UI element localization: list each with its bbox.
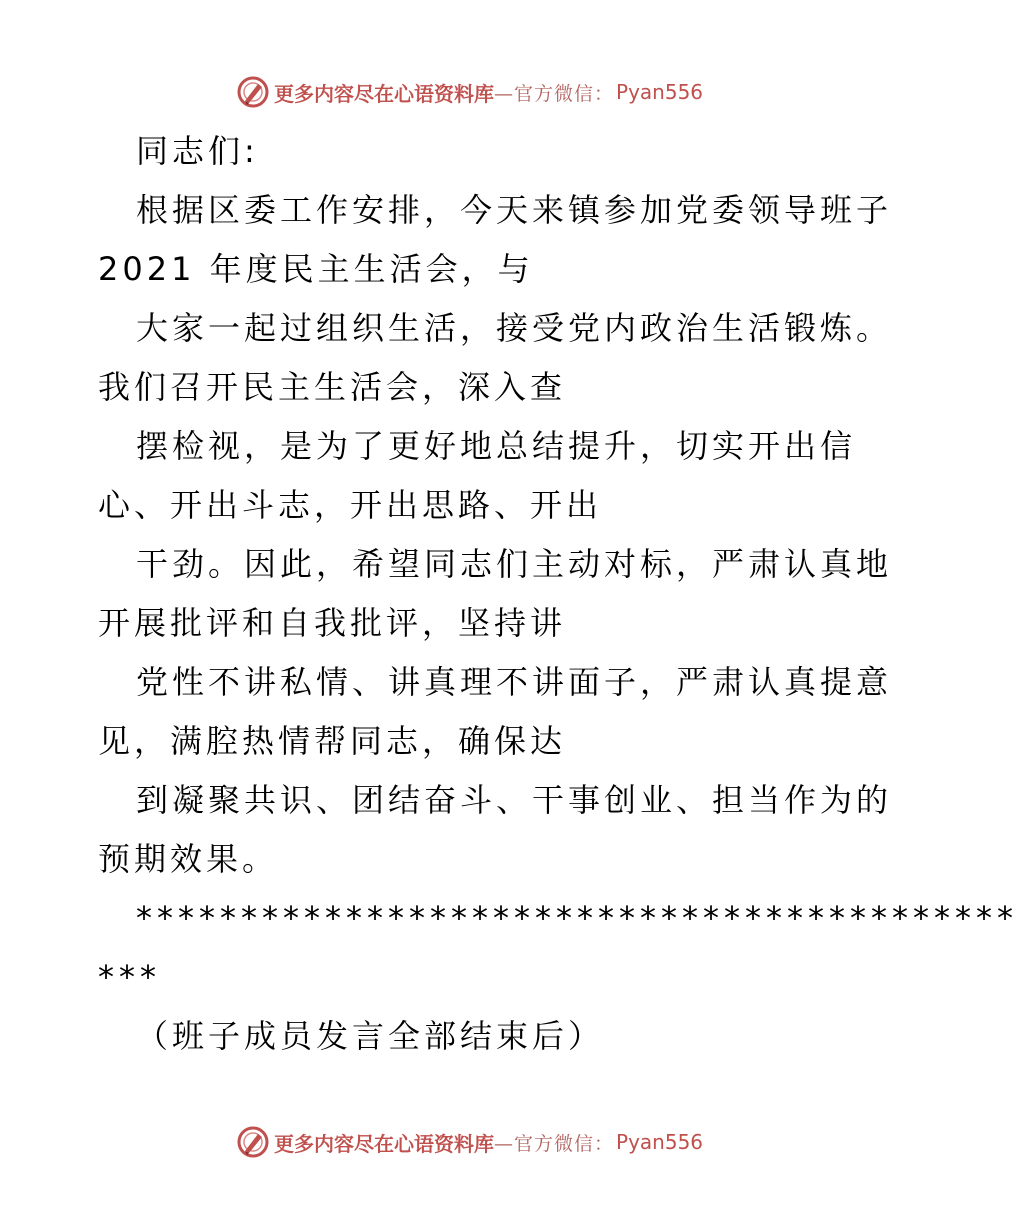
pen-logo-icon <box>236 75 270 109</box>
text-line: 摆检视，是为了更好地总结提升，切实开出信 <box>136 427 857 465</box>
banner-title: 更多内容尽在心语资料库 <box>274 1131 494 1156</box>
text-line: 根据区委工作安排，今天来镇参加党委领导班子 <box>136 191 893 229</box>
text-line: （班子成员发言全部结束后） <box>136 1017 605 1055</box>
text-line: 预期效果。 <box>98 840 279 878</box>
pen-logo-icon <box>236 1125 270 1159</box>
document-body <box>98 122 1018 1066</box>
text-line: 干劲。因此，希望同志们主动对标，严肃认真地 <box>136 545 893 583</box>
banner-wechat-label: —官方微信： <box>494 1132 615 1155</box>
text-line: 大家一起过组织生活，接受党内政治生活锻炼。 <box>136 309 893 347</box>
banner-wechat-id: Pyan556 <box>616 80 704 104</box>
banner-title: 更多内容尽在心语资料库 <box>274 81 494 106</box>
text-line: 心、开出斗志，开出思路、开出 <box>98 486 603 524</box>
banner-wechat-label: —官方微信： <box>494 82 615 105</box>
footer-banner <box>236 1122 716 1162</box>
header-banner <box>236 72 716 112</box>
text-line: 党性不讲私情、讲真理不讲面子，严肃认真提意 <box>136 663 893 701</box>
separator-stars: ****************************************** <box>136 899 1018 937</box>
banner-wechat-id: Pyan556 <box>616 1130 704 1154</box>
text-line: 到凝聚共识、团结奋斗、干事创业、担当作为的 <box>136 781 893 819</box>
text-line: 见，满腔热情帮同志，确保达 <box>98 722 567 760</box>
text-line: 我们召开民主生活会，深入查 <box>98 368 567 406</box>
separator-stars: *** <box>98 958 161 996</box>
text-line: 2021 年度民主生活会，与 <box>98 250 534 288</box>
text-line: 开展批评和自我批评，坚持讲 <box>98 604 567 642</box>
text-line: 同志们: <box>136 132 259 170</box>
